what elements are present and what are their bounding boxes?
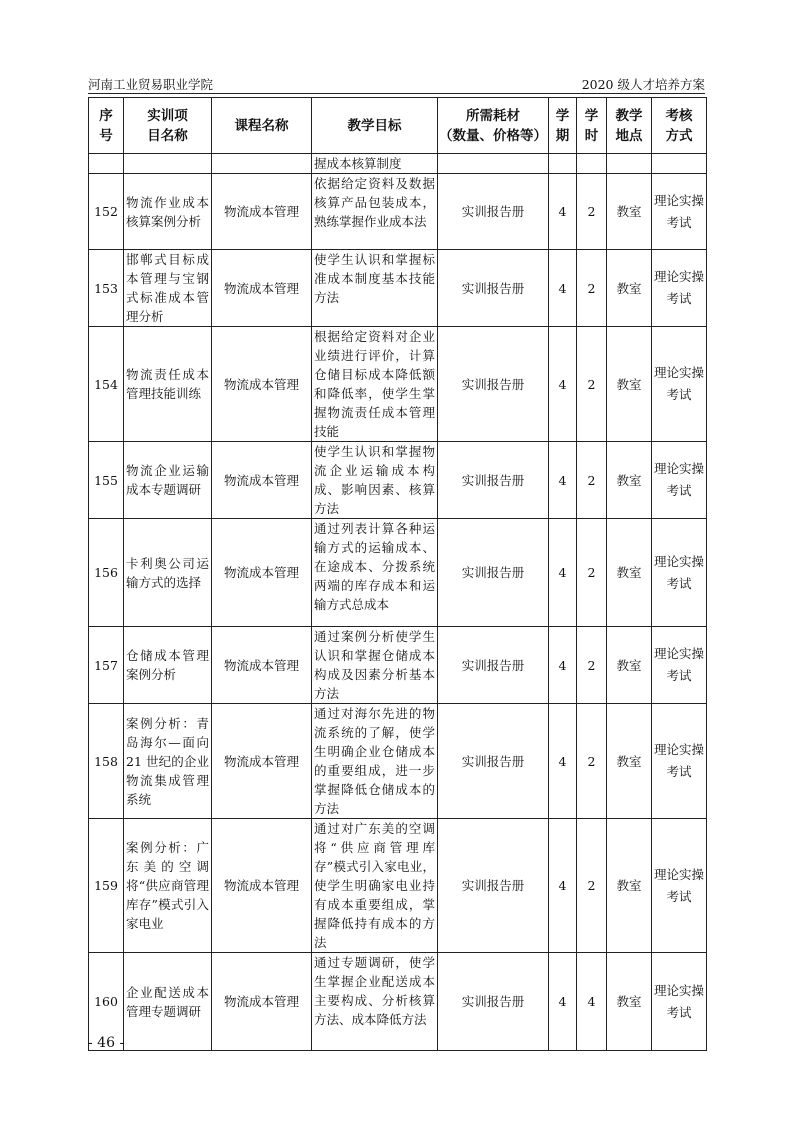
page-number: - 46 - <box>88 1035 125 1051</box>
col-header-text: 实训项 目名称 <box>147 107 188 144</box>
exam-cell: 理论实操考试 <box>652 819 707 953</box>
consumables-cell: 实训报告册 <box>438 519 549 627</box>
table-row <box>89 250 707 327</box>
hours-cell: 2 <box>577 519 607 627</box>
project-name-cell: 企业配送成本管理专题调研 <box>124 953 212 1051</box>
consumables-cell: 实训报告册 <box>438 627 549 704</box>
table-row <box>89 953 707 1051</box>
place-cell: 教室 <box>607 627 652 704</box>
place-cell: 教室 <box>607 819 652 953</box>
exam-cell: 理论实操考试 <box>652 627 707 704</box>
school-name: 河南工业贸易职业学院 <box>88 77 214 92</box>
col-header-goal <box>312 98 438 154</box>
hours-cell: 2 <box>577 327 607 442</box>
goal-cell: 根据给定资料对企业业绩进行评价，计算仓储目标成本降低额和降低率，使学生掌握物流责任成本管理技能 <box>312 327 438 442</box>
col-header-text: 考核 方式 <box>665 107 693 144</box>
col-header-course <box>212 98 312 154</box>
consumables-cell: 实训报告册 <box>438 953 549 1051</box>
goal-cell: 使学生认识和掌握物流企业运输成本构成、影响因素、核算方法 <box>312 442 438 519</box>
course-cell: 物流成本管理 <box>212 519 312 627</box>
project-name-cell: 物流作业成本核算案例分析 <box>124 174 212 250</box>
place-cell: 教室 <box>607 519 652 627</box>
semester-cell: 4 <box>549 250 577 327</box>
hours-cell: 4 <box>577 953 607 1051</box>
row-number: 158 <box>89 704 124 819</box>
table-row-continuation <box>89 154 707 174</box>
table-row <box>89 327 707 442</box>
project-name-cell: 邯郸式目标成本管理与宝钢式标准成本管理分析 <box>124 250 212 327</box>
project-name-cell: 卡利奥公司运输方式的选择 <box>124 519 212 627</box>
course-cell: 物流成本管理 <box>212 442 312 519</box>
col-header-text: 教学目标 <box>347 117 402 134</box>
place-cell: 教室 <box>607 250 652 327</box>
hours-cell: 2 <box>577 250 607 327</box>
semester-cell: 4 <box>549 174 577 250</box>
place-cell: 教室 <box>607 953 652 1051</box>
row-number: 155 <box>89 442 124 519</box>
page-header <box>88 76 705 94</box>
consumables-cell: 实训报告册 <box>438 250 549 327</box>
document-title: 2020 级人才培养方案 <box>581 77 705 92</box>
hours-cell: 2 <box>577 819 607 953</box>
table-header-row <box>89 98 707 154</box>
course-cell: 物流成本管理 <box>212 250 312 327</box>
col-header-place <box>607 98 652 154</box>
semester-cell: 4 <box>549 519 577 627</box>
place-cell: 教室 <box>607 327 652 442</box>
col-header-text: 课程名称 <box>234 117 289 134</box>
semester-cell: 4 <box>549 327 577 442</box>
table-row <box>89 627 707 704</box>
course-cell: 物流成本管理 <box>212 627 312 704</box>
row-number: 154 <box>89 327 124 442</box>
row-number: 159 <box>89 819 124 953</box>
row-number: 160 <box>89 953 124 1051</box>
exam-cell: 理论实操考试 <box>652 327 707 442</box>
row-number: 152 <box>89 174 124 250</box>
project-name-cell: 案例分析：广东美的空调将“供应商管理库存”模式引入家电业 <box>124 819 212 953</box>
col-header-semester <box>549 98 577 154</box>
consumables-cell: 实训报告册 <box>438 819 549 953</box>
goal-cell: 握成本核算制度 <box>312 154 438 174</box>
exam-cell: 理论实操考试 <box>652 519 707 627</box>
consumables-cell: 实训报告册 <box>438 174 549 250</box>
consumables-cell: 实训报告册 <box>438 704 549 819</box>
project-name-cell: 物流责任成本管理技能训练 <box>124 327 212 442</box>
place-cell: 教室 <box>607 442 652 519</box>
exam-cell: 理论实操考试 <box>652 250 707 327</box>
course-cell: 物流成本管理 <box>212 704 312 819</box>
training-plan-table <box>88 97 707 1051</box>
table-row <box>89 819 707 953</box>
goal-cell: 通过对海尔先进的物流系统的了解，使学生明确企业仓储成本的重要组成，进一步掌握降低仓储成本的方法 <box>312 704 438 819</box>
col-header-hours <box>577 98 607 154</box>
goal-cell: 使学生认识和掌握标准成本制度基本技能方法 <box>312 250 438 327</box>
hours-cell: 2 <box>577 442 607 519</box>
table-row <box>89 174 707 250</box>
col-header-consumables <box>438 98 549 154</box>
course-cell: 物流成本管理 <box>212 819 312 953</box>
semester-cell: 4 <box>549 953 577 1051</box>
col-header-no <box>89 98 124 154</box>
table-row <box>89 519 707 627</box>
semester-cell: 4 <box>549 704 577 819</box>
hours-cell: 2 <box>577 627 607 704</box>
goal-cell: 通过案例分析使学生认识和掌握仓储成本构成及因素分析基本方法 <box>312 627 438 704</box>
semester-cell: 4 <box>549 627 577 704</box>
col-header-text: 教学 地点 <box>615 107 643 144</box>
goal-cell: 通过列表计算各种运输方式的运输成本、在途成本、分拨系统两端的库存成本和运输方式总成本 <box>312 519 438 627</box>
goal-cell: 通过专题调研，使学生掌握企业配送成本主要构成、分析核算方法、成本降低方法 <box>312 953 438 1051</box>
header-rule <box>88 93 705 94</box>
row-number: 157 <box>89 627 124 704</box>
col-header-project <box>124 98 212 154</box>
place-cell: 教室 <box>607 704 652 819</box>
col-header-text: 所需耗材 （数量、价格等） <box>439 107 547 144</box>
project-name-cell: 仓储成本管理案例分析 <box>124 627 212 704</box>
col-header-exam <box>652 98 707 154</box>
course-cell: 物流成本管理 <box>212 174 312 250</box>
semester-cell: 4 <box>549 819 577 953</box>
exam-cell: 理论实操考试 <box>652 442 707 519</box>
goal-cell: 通过对广东美的空调将“供应商管理库存”模式引入家电业，使学生明确家电业持有成本重要组成，掌握降低持有成本的方法 <box>312 819 438 953</box>
row-number: 153 <box>89 250 124 327</box>
exam-cell: 理论实操考试 <box>652 174 707 250</box>
exam-cell: 理论实操考试 <box>652 953 707 1051</box>
col-header-text: 学 期 <box>555 107 570 144</box>
place-cell: 教室 <box>607 174 652 250</box>
col-header-text: 学 时 <box>584 107 599 144</box>
consumables-cell: 实训报告册 <box>438 442 549 519</box>
goal-cell: 依据给定资料及数据核算产品包装成本，熟练掌握作业成本法 <box>312 174 438 250</box>
table-row <box>89 704 707 819</box>
col-header-text: 序 号 <box>99 107 113 144</box>
project-name-cell: 物流企业运输成本专题调研 <box>124 442 212 519</box>
hours-cell: 2 <box>577 174 607 250</box>
semester-cell: 4 <box>549 442 577 519</box>
course-cell: 物流成本管理 <box>212 953 312 1051</box>
course-cell: 物流成本管理 <box>212 327 312 442</box>
project-name-cell: 案例分析：青岛海尔—面向21 世纪的企业物流集成管理系统 <box>124 704 212 819</box>
consumables-cell: 实训报告册 <box>438 327 549 442</box>
table-row <box>89 442 707 519</box>
exam-cell: 理论实操考试 <box>652 704 707 819</box>
hours-cell: 2 <box>577 704 607 819</box>
row-number: 156 <box>89 519 124 627</box>
